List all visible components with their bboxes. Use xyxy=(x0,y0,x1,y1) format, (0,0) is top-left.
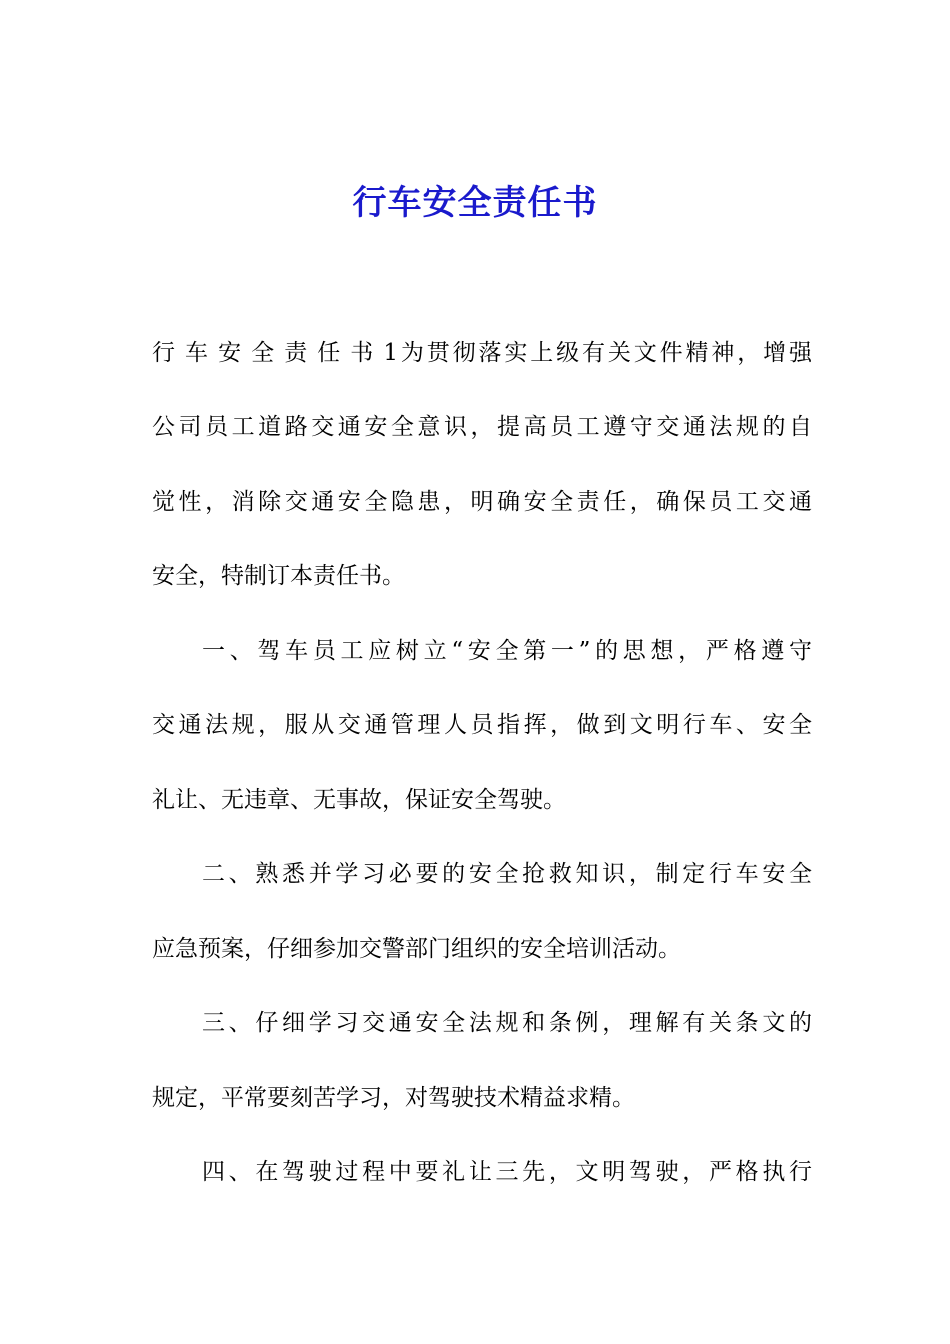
paragraph-line: 觉性，消除交通安全隐患，明确安全责任，确保员工交通 xyxy=(152,489,812,515)
document-title: 行车安全责任书 xyxy=(352,183,598,223)
paragraph-line: 规定，平常要刻苦学习，对驾驶技术精益求精。 xyxy=(152,1085,635,1111)
paragraph-line: 礼让、无违章、无事故，保证安全驾驶。 xyxy=(152,787,566,813)
paragraph-line: 一、驾车员工应树立“安全第一”的思想，严格遵守 xyxy=(202,638,812,664)
paragraph-line: 公司员工道路交通安全意识，提高员工遵守交通法规的自 xyxy=(152,414,812,440)
paragraph-line: 二、熟悉并学习必要的安全抢救知识，制定行车安全 xyxy=(202,861,812,887)
paragraph-line: 交通法规，服从交通管理人员指挥，做到文明行车、安全 xyxy=(152,712,812,738)
paragraph-line: 安全，特制订本责任书。 xyxy=(152,563,405,589)
paragraph-line: 四、在驾驶过程中要礼让三先，文明驾驶，严格执行 xyxy=(202,1159,812,1185)
paragraph-line: 应急预案，仔细参加交警部门组织的安全培训活动。 xyxy=(152,936,681,962)
section-heading: 行车安全责任书1 xyxy=(152,340,398,366)
paragraph-line: 三、仔细学习交通安全法规和条例，理解有关条文的 xyxy=(202,1010,812,1036)
line-text: 为贯彻落实上级有关文件精神，增强 xyxy=(398,340,812,366)
paragraph-line xyxy=(152,333,812,373)
